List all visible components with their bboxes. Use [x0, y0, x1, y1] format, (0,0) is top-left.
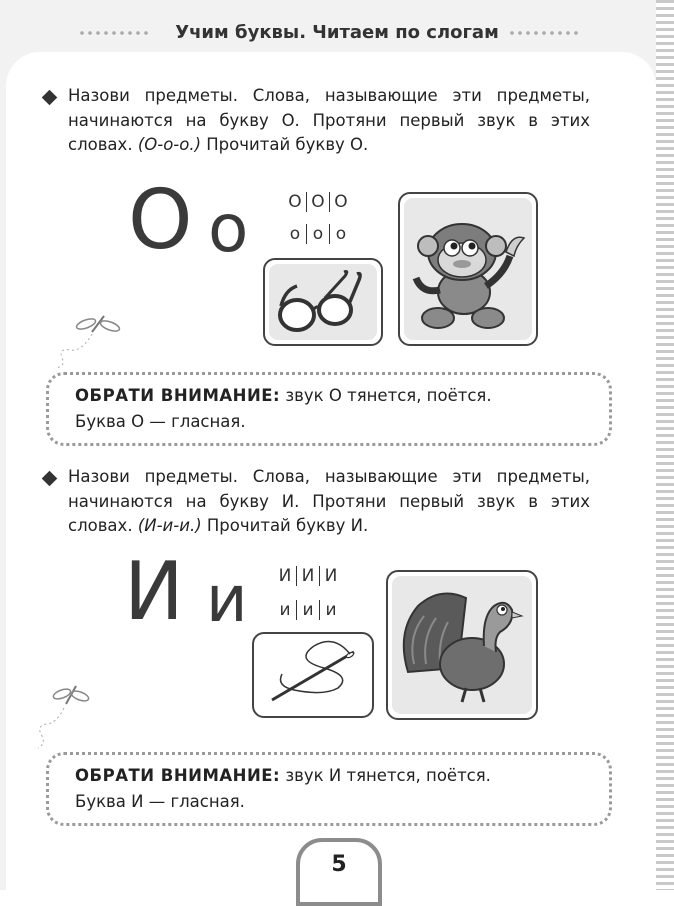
needle-thread-icon [254, 634, 372, 716]
syllable: И [278, 566, 292, 586]
syllables-upper-o [284, 192, 352, 212]
page-header [0, 0, 674, 52]
note-body: звук И тянется, поётся. [280, 766, 491, 785]
syllables-lower-o [284, 224, 352, 244]
syllable: О [288, 192, 302, 212]
picture-glasses [263, 258, 383, 346]
picture-turkey [386, 570, 538, 720]
dragonfly-icon [30, 680, 90, 750]
dragonfly-icon [52, 312, 124, 372]
syllables-upper-i [274, 566, 342, 586]
note-text-i [75, 763, 595, 815]
instruction-i [68, 465, 590, 539]
syllable: И [319, 566, 342, 586]
page-number-tab [296, 838, 382, 906]
side-stripes [656, 0, 674, 890]
syllables-lower-i [274, 600, 342, 620]
monkey-icon [400, 194, 536, 344]
instruction-i-sound: (И-и-и.) [137, 516, 202, 535]
big-letter-upper-o: О [128, 173, 193, 268]
big-letter-lower-i: и [206, 563, 248, 637]
instruction-i-text: Назови предметы. Слова, называющие эти предметы, начинаются на букву И. Протяни первый звук в этих словах. [68, 467, 590, 535]
instruction-o [68, 84, 590, 158]
syllable: и [279, 600, 291, 620]
instruction-i-end: Прочитай букву И. [201, 516, 369, 535]
syllable: о [329, 224, 352, 244]
instruction-o-sound: (О-о-о.) [137, 135, 202, 154]
page-title: Учим буквы. Читаем по слогам [175, 22, 499, 43]
note-heading: ОБРАТИ ВНИМАНИЕ: [75, 386, 281, 405]
syllable: и [296, 600, 319, 620]
instruction-o-text: Назови предметы. Слова, называющие эти предметы, начинаются на букву О. Протяни первый звук в этих словах. [68, 86, 590, 154]
syllable: О [329, 192, 352, 212]
big-letter-upper-i: И [124, 545, 184, 638]
note-box-o [46, 372, 612, 446]
syllable: И [296, 566, 319, 586]
note-line2: Буква И — гласная. [75, 792, 245, 811]
glasses-icon [265, 260, 381, 344]
note-line2: Буква О — гласная. [75, 412, 246, 431]
note-box-i [46, 752, 612, 826]
picture-needle [252, 632, 374, 718]
syllable: о [306, 224, 329, 244]
note-body: звук О тянется, поётся. [280, 386, 492, 405]
instruction-o-end: Прочитай букву О. [201, 135, 369, 154]
note-text-o [75, 383, 595, 435]
note-heading: ОБРАТИ ВНИМАНИЕ: [75, 766, 281, 785]
big-letter-lower-o: о [208, 190, 249, 267]
page-number: 5 [331, 852, 347, 877]
syllable: о [289, 224, 301, 244]
turkey-icon [388, 572, 536, 718]
picture-monkey [398, 192, 538, 346]
syllable: О [306, 192, 329, 212]
syllable: и [319, 600, 342, 620]
